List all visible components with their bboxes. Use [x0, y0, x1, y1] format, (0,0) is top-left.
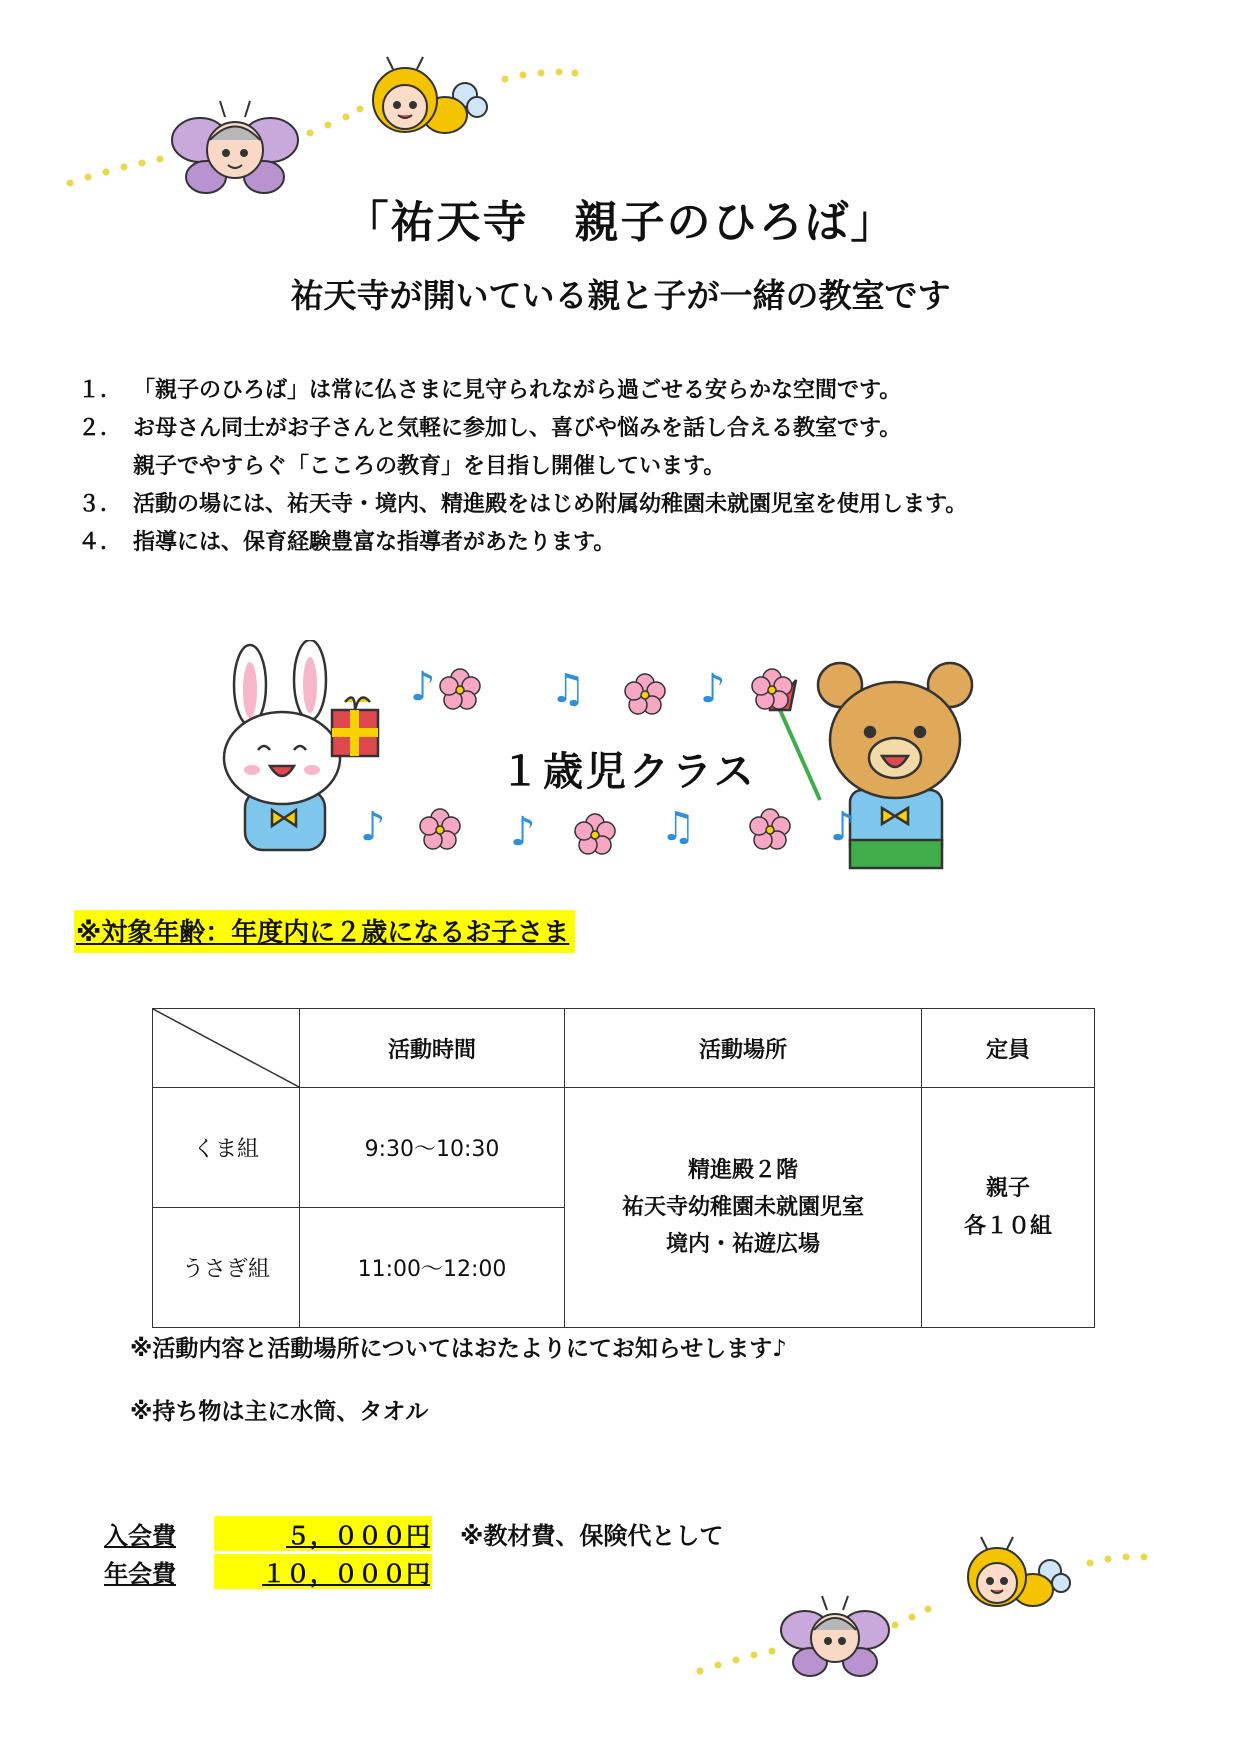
fee-row-annual	[104, 1554, 460, 1589]
svg-text:♪: ♪	[410, 664, 436, 710]
place-line: 境内・祐遊広場	[665, 1232, 820, 1257]
list-item-text: お母さん同士がお子さんと気軽に参加し、喜びや悩みを話し合える教室です。	[133, 416, 902, 441]
time-cell: 9:30〜10:30	[300, 1088, 565, 1208]
place-line: 祐天寺幼稚園未就園児室	[621, 1195, 864, 1220]
fee-label: 入会費	[104, 1522, 176, 1550]
fee-label: 年会費	[104, 1560, 176, 1588]
butterfly-icon	[781, 1596, 889, 1676]
group-name-cell: うさぎ組	[153, 1208, 300, 1328]
list-item-number: ３．	[78, 492, 123, 517]
list-item	[78, 486, 967, 524]
svg-text:♫: ♫	[660, 804, 696, 850]
list-item-text: 活動の場には、祐天寺・境内、精進殿をはじめ附属幼稚園未就園児室を使用します。	[133, 492, 968, 517]
svg-text:♪: ♪	[360, 804, 386, 850]
capacity-cell	[922, 1088, 1095, 1328]
bottom-decoration	[690, 1535, 1170, 1695]
fee-amount: ５，０００円	[214, 1516, 432, 1551]
svg-text:♪: ♪	[510, 809, 536, 855]
class-title: １歳児クラス	[500, 749, 757, 795]
list-item	[78, 372, 967, 410]
page-title: 「祐天寺 親子のひろば」	[344, 197, 897, 248]
list-item-number: １．	[78, 378, 123, 403]
table-row	[153, 1088, 1095, 1208]
list-item-text: 「親子のひろば」は常に仏さまに見守られながら過ごせる安らかな空間です。	[133, 378, 902, 403]
list-item-number: ４．	[78, 530, 123, 555]
note-activity: ※活動内容と活動場所についてはおたよりにてお知らせします♪	[130, 1336, 787, 1362]
fee-note: ※教材費、保険代として	[460, 1522, 724, 1550]
svg-text:♪: ♪	[700, 666, 726, 712]
list-item-number: ２．	[78, 416, 123, 441]
column-header: 活動時間	[300, 1009, 565, 1088]
dotted-trail	[67, 69, 579, 187]
butterfly-icon	[172, 101, 298, 193]
time-cell: 11:00〜12:00	[300, 1208, 565, 1328]
column-header: 定員	[922, 1009, 1095, 1088]
fee-amount: １０，０００円	[214, 1554, 432, 1589]
fee-row-entry	[104, 1516, 723, 1551]
schedule-table	[152, 1008, 1095, 1328]
place-line: 精進殿２階	[687, 1158, 798, 1183]
list-item-text: 親子でやすらぐ「こころの教育」を目指し開催しています。	[133, 454, 726, 479]
place-cell	[565, 1088, 922, 1328]
bee-icon	[968, 1537, 1070, 1606]
capacity-line: 親子	[985, 1175, 1030, 1201]
column-header: 活動場所	[565, 1009, 922, 1088]
bear-icon	[764, 663, 972, 868]
svg-text:♪: ♪	[830, 804, 856, 850]
target-age-banner: ※対象年齢：年度内に２歳になるお子さま	[74, 910, 575, 953]
table-header-row	[153, 1009, 1095, 1088]
svg-text:♫: ♫	[550, 666, 586, 712]
list-item	[78, 448, 967, 486]
note-belongings: ※持ち物は主に水筒、タオル	[130, 1399, 429, 1425]
list-item	[78, 524, 967, 562]
capacity-line: 各１０組	[963, 1213, 1052, 1239]
bee-icon	[373, 57, 487, 133]
top-decoration	[60, 55, 580, 205]
rabbit-icon	[224, 640, 378, 850]
list-item	[78, 410, 967, 448]
dotted-trail	[697, 1554, 1148, 1675]
list-item-text: 指導には、保育経験豊富な指導者があたります。	[133, 530, 616, 555]
page-subtitle: 祐天寺が開いている親と子が一緒の教室です	[290, 276, 951, 315]
points-list	[78, 372, 967, 562]
group-name-cell: くま組	[153, 1088, 300, 1208]
table-corner-cell	[153, 1009, 300, 1088]
